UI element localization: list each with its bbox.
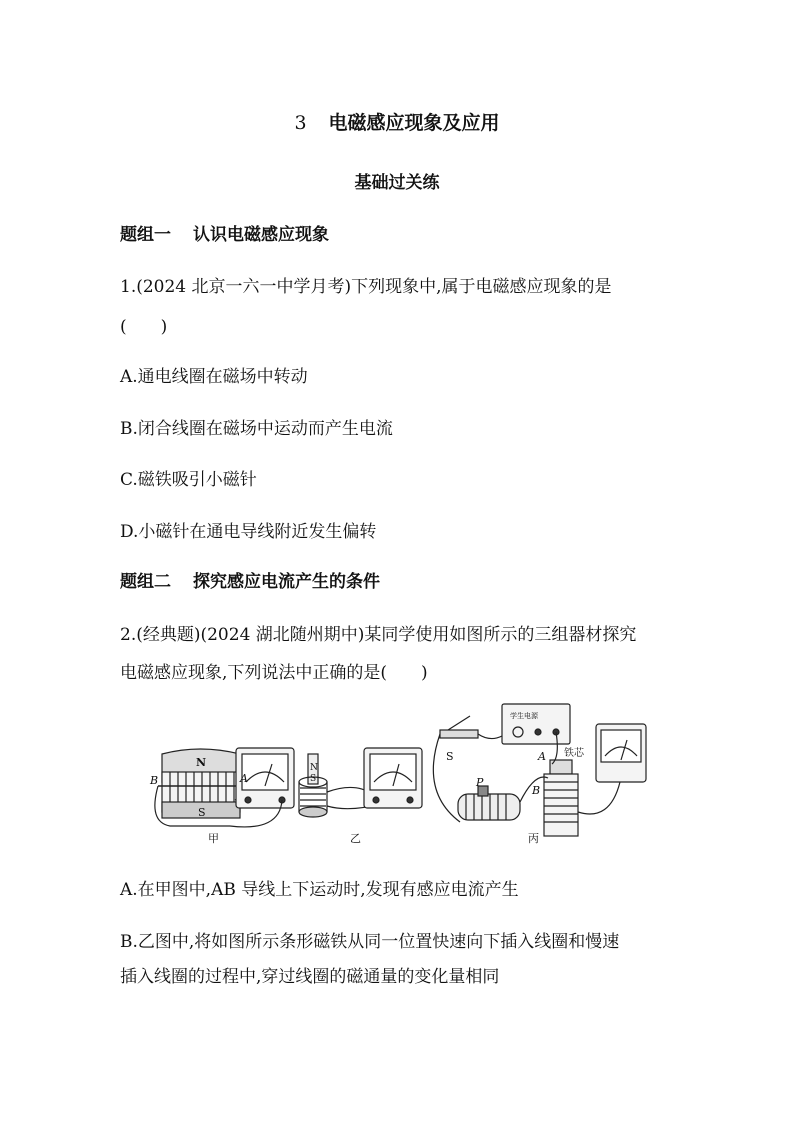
label-s: S — [198, 806, 206, 819]
caption-jia: 甲 — [208, 832, 219, 845]
label-a: A — [240, 772, 248, 785]
group-text: 认识电磁感应现象 — [193, 225, 329, 245]
q2-stem-line2: 电磁感应现象,下列说法中正确的是( ) — [120, 663, 428, 683]
q1-blank: ( ) — [120, 317, 168, 337]
label-yi-s: S — [310, 774, 317, 784]
section-number: 3 — [294, 112, 307, 134]
group-label: 题组一 — [120, 225, 171, 245]
q2-option-a: A.在甲图中,AB 导线上下运动时,发现有感应电流产生 — [120, 880, 519, 900]
label-power: 学生电源 — [510, 712, 538, 720]
label-iron-core: 铁芯 — [564, 748, 584, 759]
group-heading-1 — [120, 220, 329, 245]
q1-option-a: A.通电线圈在磁场中转动 — [120, 367, 308, 387]
subtitle: 基础过关练 — [354, 173, 440, 193]
label-bing-a: A — [538, 750, 546, 763]
label-n: N — [196, 756, 207, 769]
q1-option-c: C.磁铁吸引小磁针 — [120, 470, 257, 490]
caption-bing: 丙 — [528, 832, 539, 845]
experiment-illustration — [140, 702, 660, 852]
group-label: 题组二 — [120, 572, 171, 592]
figure-yi-galvanometer — [364, 748, 422, 808]
label-bing-b: B — [532, 784, 541, 797]
group-text: 探究感应电流产生的条件 — [193, 572, 380, 592]
label-yi-n: N — [310, 763, 318, 773]
page-title — [0, 108, 794, 135]
figure-bing-circuit — [433, 704, 646, 836]
label-switch-s: S — [446, 750, 454, 763]
q2-stem-line1: 2.(经典题)(2024 湖北随州期中)某同学使用如图所示的三组器材探究 — [120, 625, 637, 645]
q1-stem: 1.(2024 北京一六一中学月考)下列现象中,属于电磁感应现象的是 — [120, 277, 612, 297]
q1-option-d: D.小磁针在通电导线附近发生偏转 — [120, 522, 377, 542]
group-heading-2 — [120, 567, 380, 592]
label-p: P — [476, 776, 484, 789]
q2-option-b-line2: 插入线圈的过程中,穿过线圈的磁通量的变化量相同 — [120, 967, 500, 987]
caption-yi: 乙 — [350, 832, 361, 845]
experiment-figure — [140, 702, 660, 852]
q1-option-b: B.闭合线圈在磁场中运动而产生电流 — [120, 419, 393, 439]
label-b: B — [150, 774, 159, 787]
q2-option-b-line1: B.乙图中,将如图所示条形磁铁从同一位置快速向下插入线圈和慢速 — [120, 932, 620, 952]
section-title: 电磁感应现象及应用 — [328, 112, 500, 134]
